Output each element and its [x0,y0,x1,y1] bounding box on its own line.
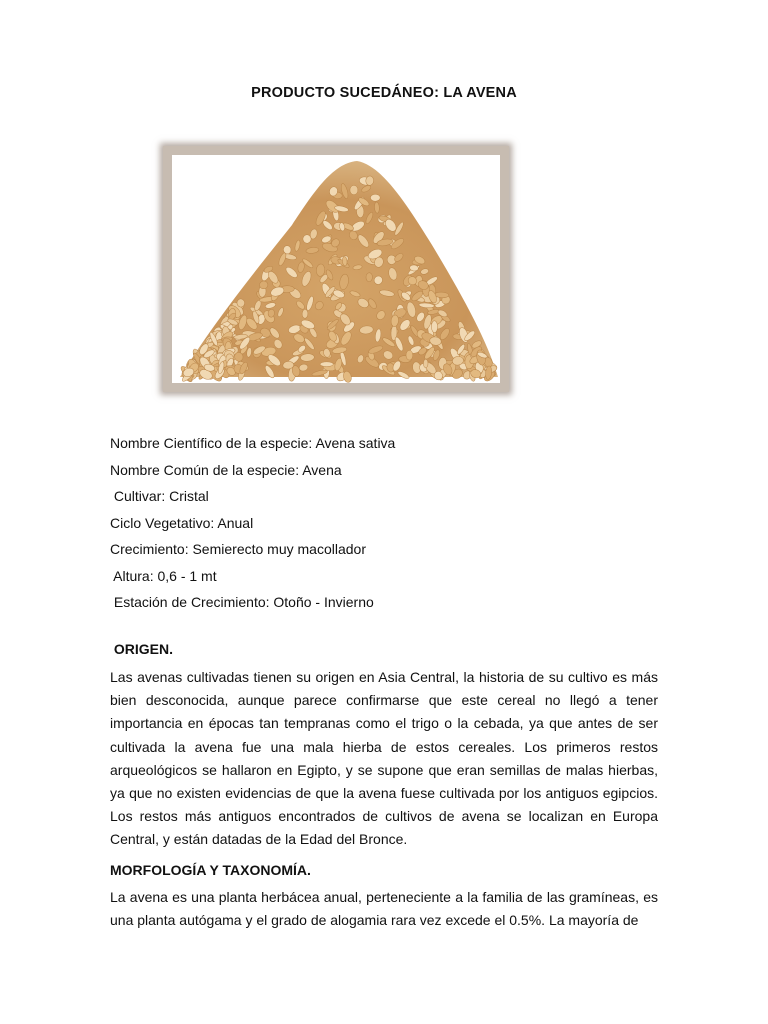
field-height: Altura: 0,6 - 1 mt [110,567,217,584]
field-common-name: Nombre Común de la especie: Avena [110,461,342,478]
oats-photo [172,155,500,383]
section-text-origin: Las avenas cultivadas tienen su origen en Asia Central, la historia de su cultivo es más bien desconocida, aunque parece confirmarse que este cereal no llegó a tener importancia en épocas tan tempranas como el trigo o la cebada, ya que antes de ser cultivada la avena fue una mala hierba de estos cereales. Los primeros restos arqueológicos se hallaron en Egipto, y se supone que eran semillas de malas hierbas, ya que no existen evidencias de que la avena fuese cultivada por los antiguos egipcios. Los restos más antiguos encontrados de cultivos de avena se localizan en Europa Central, y están datadas de la Edad del Bronce. [110,669,658,848]
oat-flake [435,292,449,298]
field-growth: Crecimiento: Semierecto muy macollador [110,541,366,557]
oat-flake [350,185,358,194]
section-heading-morphology: MORFOLOGÍA Y TAXONOMÍA. [110,862,311,878]
field-scientific-name: Nombre Científico de la especie: Avena sativa [110,435,396,451]
rolled-oats-pile-image [172,155,500,383]
oat-flake [431,321,437,333]
oat-flake [370,194,380,201]
oat-flake [423,359,428,368]
field-cultivar: Cultivar: Cristal [110,488,209,504]
field-growing-season: Estación de Crecimiento: Otoño - Invierno [110,594,374,610]
species-fields [110,430,395,616]
section-text-morphology: La avena es una planta herbácea anual, perteneciente a la familia de las gramíneas, es una planta autógama y el grado de alogamia rara vez excede el 0.5%. La mayoría de [110,889,658,929]
page-title: PRODUCTO SUCEDÁNEO: LA AVENA [251,85,517,101]
oat-flake [406,350,413,360]
field-vegetative-cycle: Ciclo Vegetativo: Anual [110,514,254,531]
oats-photo-frame [163,146,509,392]
oat-flake [320,362,333,367]
oat-flake [366,273,373,282]
section-heading-origin: ORIGEN. [110,641,174,657]
oat-flake [302,309,308,318]
